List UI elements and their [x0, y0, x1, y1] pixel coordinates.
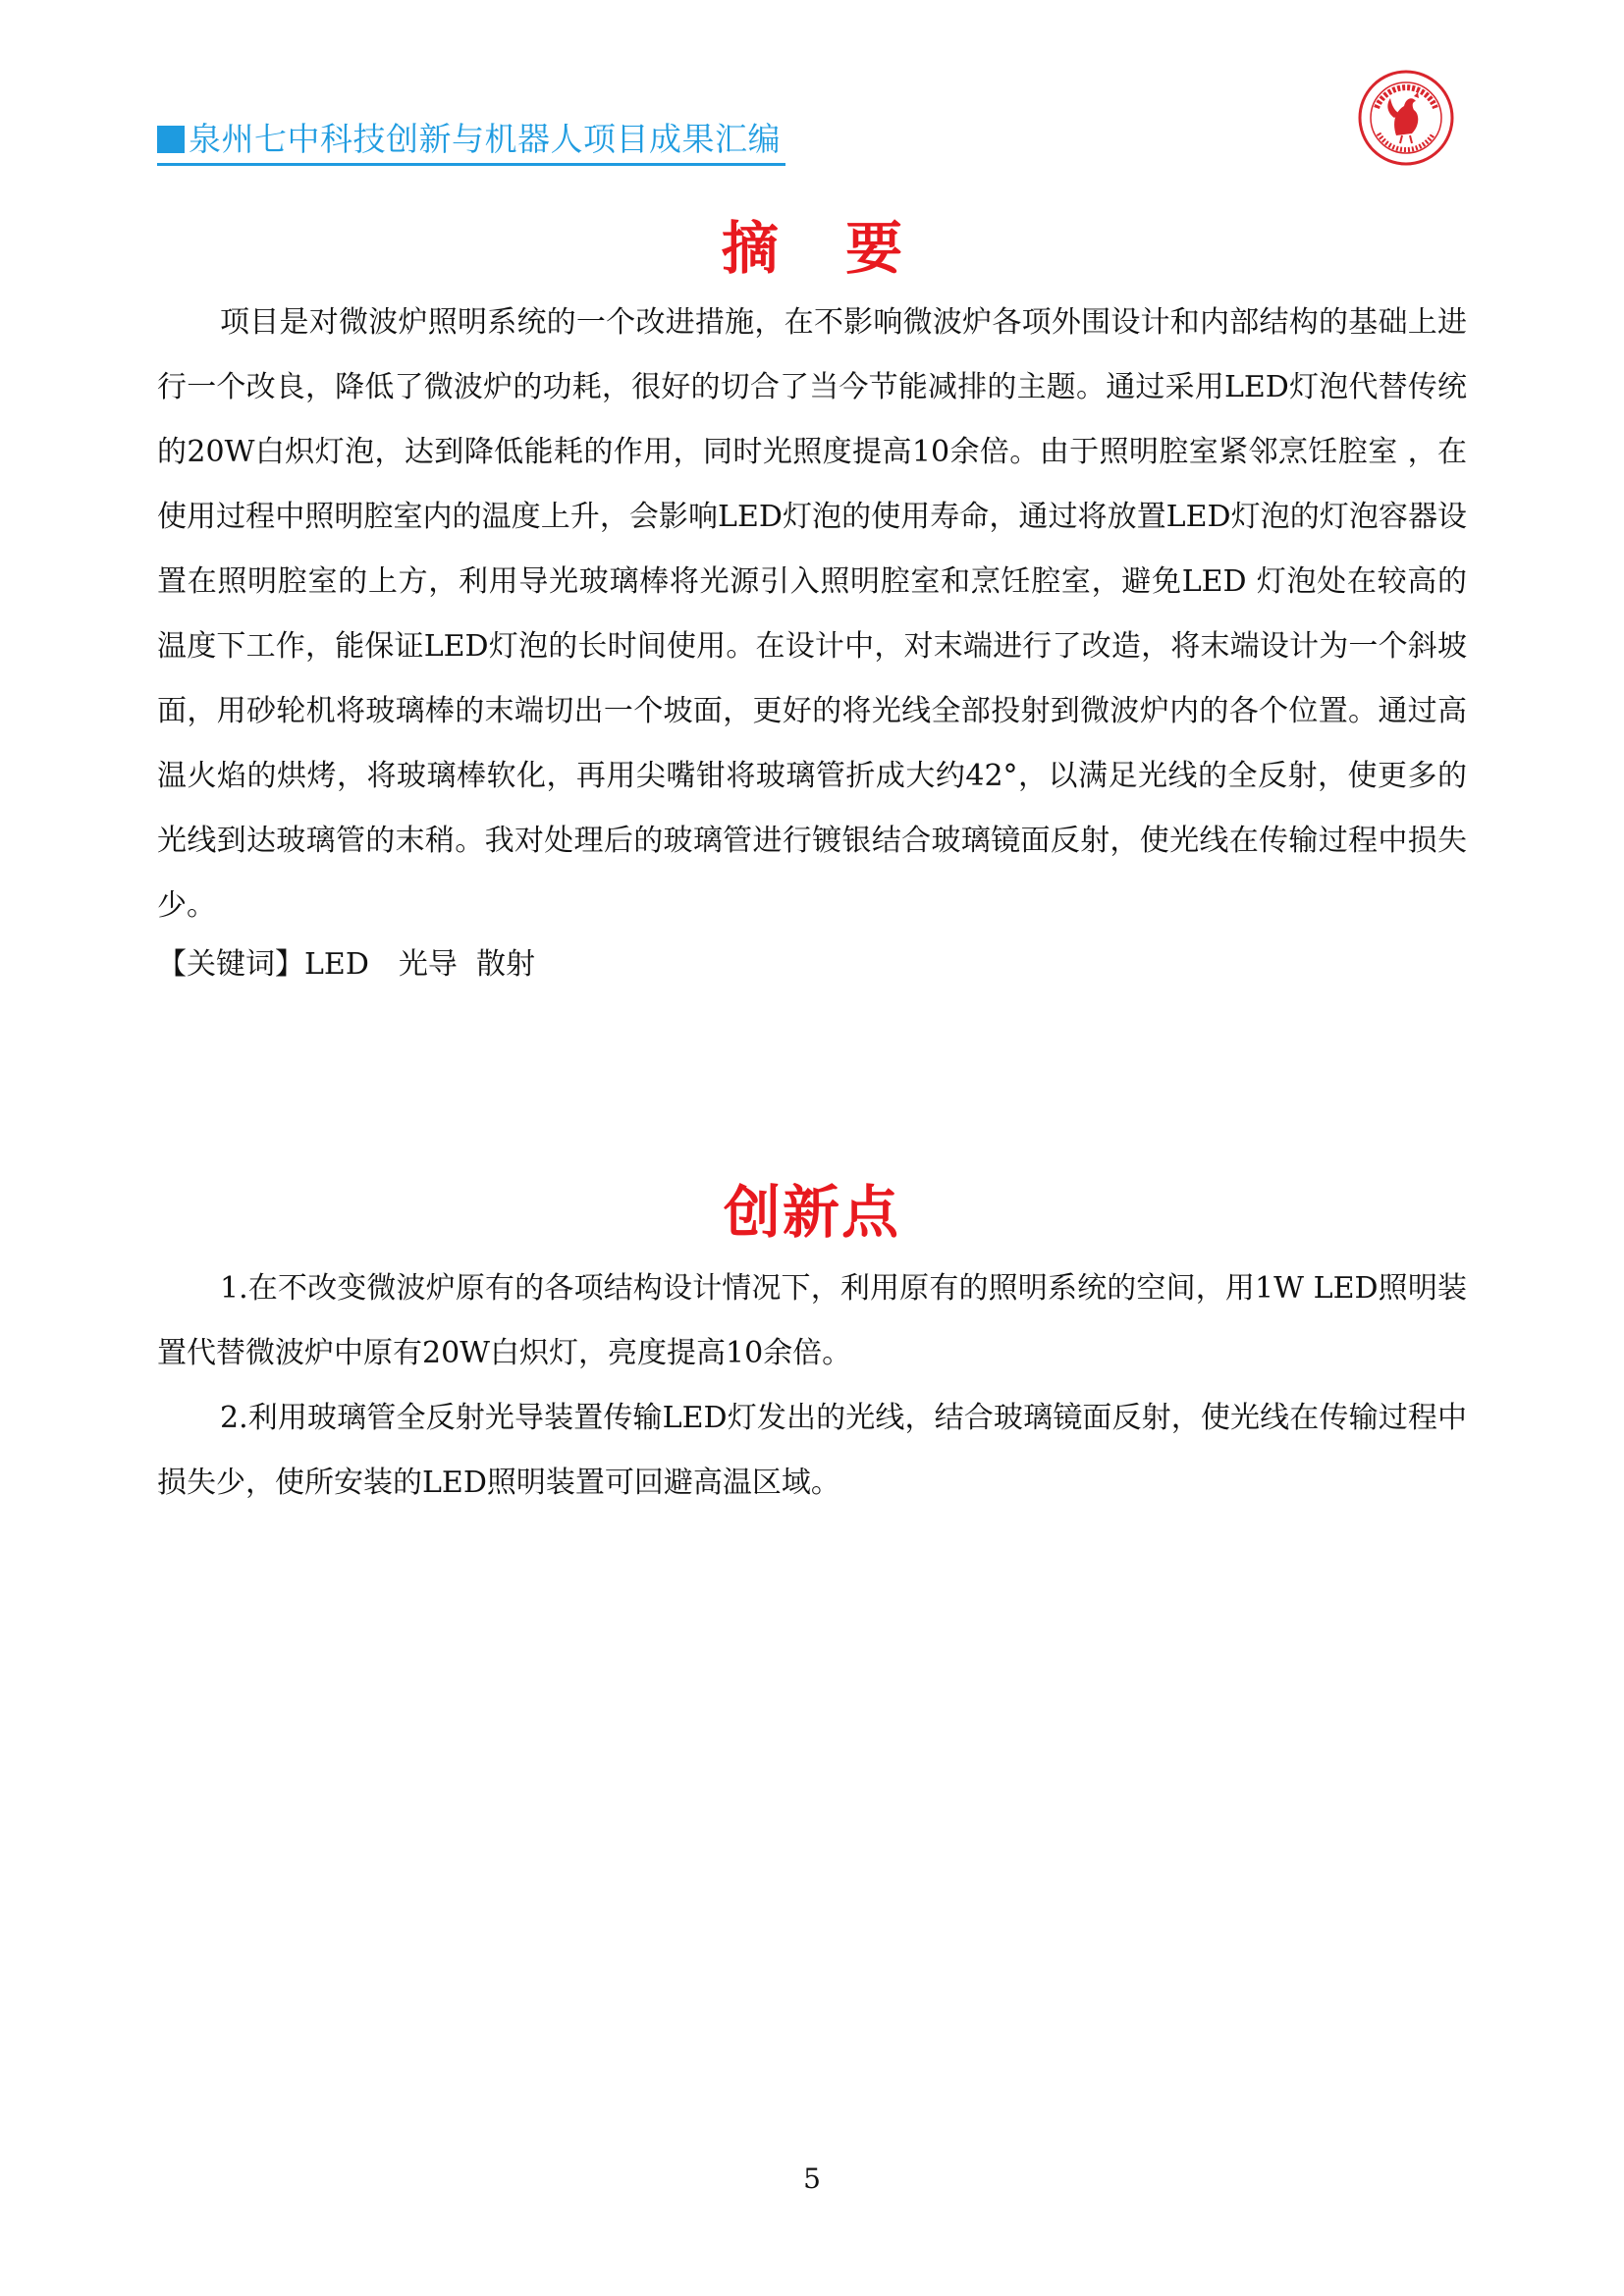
- abstract-keywords: 【关键词】LED 光导 散射: [157, 947, 535, 982]
- header-square-marker: [157, 126, 185, 153]
- school-seal-rooster-icon: [1357, 69, 1455, 167]
- innovation-title: 创新点: [723, 1179, 900, 1246]
- page-number: 5: [803, 2163, 821, 2195]
- header-title: 泉州七中科技创新与机器人项目成果汇编: [189, 120, 781, 158]
- abstract-body: 项目是对微波炉照明系统的一个改进措施，在不影响微波炉各项外围设计和内部结构的基础上进行一个改良，降低了微波炉的功耗，很好的切合了当今节能减排的主题。通过采用LED灯泡代替传统的20W白炽灯泡，达到降低能耗的作用，同时光照度提高10余倍。由于照明腔室紧邻烹饪腔室 ，在使用过程中照明腔室内的温度上升，会影响LED灯泡的使用寿命，通过将放置LED灯泡的灯泡容器设置在照明腔室的上方，利用导光玻璃棒将光源引入照明腔室和烹饪腔室，避免LED 灯泡处在较高的温度下工作，能保证LED灯泡的长时间使用。在设计中，对末端进行了改造，将末端设计为一个斜坡面，用砂轮机将玻璃棒的末端切出一个坡面，更好的将光线全部投射到微波炉内的各个位置。通过高温火焰的烘烤，将玻璃棒软化，再用尖嘴钳将玻璃管折成大约42°，以满足光线的全反射，使更多的光线到达玻璃管的末稍。我对处理后的玻璃管进行镀银结合玻璃镜面反射，使光线在传输过程中损失少。: [157, 305, 1467, 923]
- header-underline: [157, 163, 785, 166]
- document-header: [157, 116, 781, 163]
- abstract-title: 摘 要: [721, 215, 927, 282]
- innovation-point-2: 2.利用玻璃管全反射光导装置传输LED灯发出的光线，结合玻璃镜面反射，使光线在传输过程中损失少，使所安装的LED照明装置可回避高温区域。: [157, 1401, 1467, 1500]
- innovation-point-1: 1.在不改变微波炉原有的各项结构设计情况下，利用原有的照明系统的空间，用1W LED照明装置代替微波炉中原有20W白炽灯，亮度提高10余倍。: [157, 1271, 1467, 1370]
